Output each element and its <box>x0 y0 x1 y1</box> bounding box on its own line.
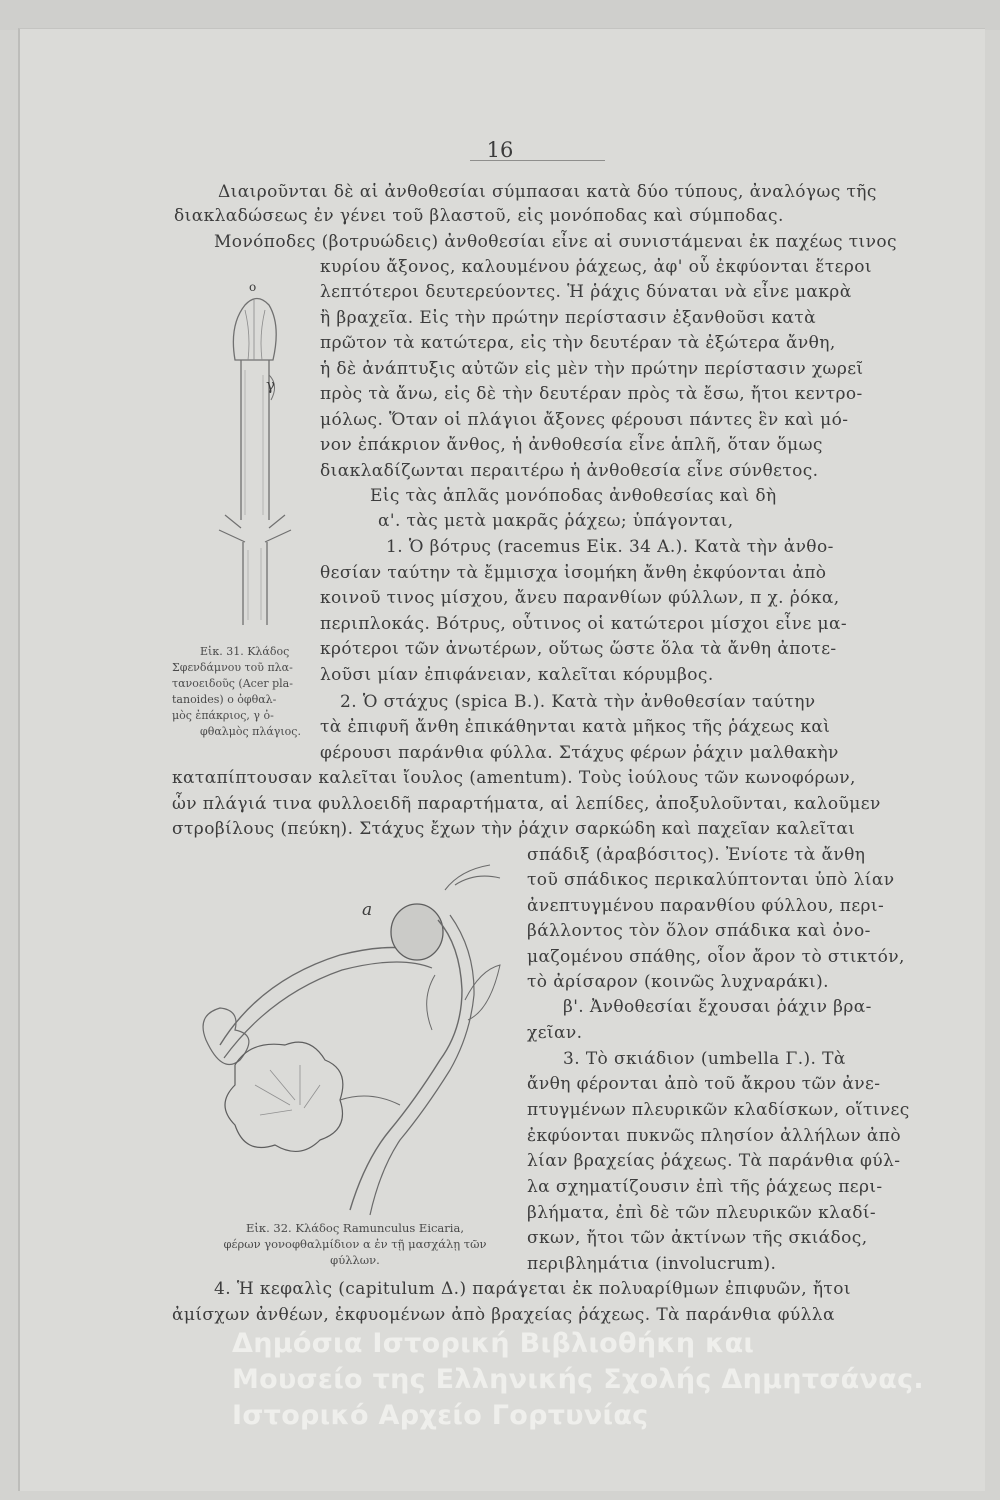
text-line: λεπτότεροι δευτερεύοντες. Ἡ ῥάχις δύναται νὰ εἶνε μακρὰ <box>320 282 852 302</box>
caption-line: Σφενδάμνου τοῦ πλα- <box>172 661 293 674</box>
text-line: σπάδιξ (ἀραβόσιτος). Ἐνίοτε τὰ ἄνθη <box>527 845 866 865</box>
text-line: καταπίπτουσαν καλεῖται ἴουλος (amentum). Τοὺς ἰούλους τῶν κωνοφόρων, <box>172 768 856 788</box>
text-line: μαζομένου σπάθης, οἷον ἄρον τὸ στικτόν, <box>527 947 905 967</box>
text-line: β'. Ἀνθοθεσίαι ἔχουσαι ῥάχιν βρα- <box>563 997 872 1017</box>
watermark-line: Μουσείο της Ελληνικής Σχολής Δημητσάνας. <box>232 1364 924 1395</box>
text-line: βάλλοντος τὸν ὅλον σπάδικα καὶ ὀνο- <box>527 921 871 941</box>
text-line: τὸ ἀρίσαρον (κοινῶς λυχναράκι). <box>527 972 829 992</box>
caption-line: φθαλμὸς πλάγιος. <box>200 725 301 738</box>
text-line: τὰ ἐπιφυῆ ἄνθη ἐπικάθηνται κατὰ μῆκος τῆς ῥάχεως καὶ <box>320 717 831 737</box>
figure-32-ranunculus-branch <box>200 860 520 1230</box>
text-line: μόλως. Ὅταν οἱ πλάγιοι ἄξονες φέρουσι πάντες ἓν καὶ μό- <box>320 410 849 430</box>
text-line: ἄνθη φέρονται ἀπὸ τοῦ ἄκρου τῶν ἀνε- <box>527 1074 881 1094</box>
text-line: τοῦ σπάδικος περικαλύπτονται ὑπὸ λίαν <box>527 870 895 890</box>
text-line: 4. Ἡ κεφαλὶς (capitulum Δ.) παράγεται ἐκ πολυαρίθμων ἐπιφυῶν, ἤτοι <box>214 1279 851 1299</box>
caption-line: μὸς ἐπάκριος, γ ὀ- <box>172 709 274 722</box>
text-line: ἐκφύονται πυκνῶς πλησίον ἀλλήλων ἀπὸ <box>527 1126 902 1146</box>
text-line: σκων, ἤτοι τῶν ἀκτίνων τῆς σκιάδος, <box>527 1228 868 1248</box>
text-line: λα σχηματίζουσιν ἐπὶ τῆς ῥάχεως περι- <box>527 1177 883 1197</box>
text-line: νον ἐπάκριον ἄνθος, ἡ ἀνθοθεσία εἶνε ἁπλῆ, ὅταν ὅμως <box>320 435 823 455</box>
header-rule <box>470 160 605 161</box>
text-line: ἀμίσχων ἀνθέων, ἐκφυομένων ἀπὸ βραχείας ῥάχεως. Τὰ παράνθια φύλλα <box>172 1305 835 1325</box>
figure-31-caption <box>172 644 322 740</box>
text-line: στροβίλους (πεύκη). Στάχυς ἔχων τὴν ῥάχιν σαρκώδη καὶ παχεῖαν καλεῖται <box>172 819 856 839</box>
figure-32-label-a: a <box>362 900 373 920</box>
text-line: κρότεροι τῶν ἀνωτέρων, οὕτως ὥστε ὅλα τὰ ἄνθη ἀποτε- <box>320 639 837 659</box>
text-line: Μονόποδες (βοτρυώδεις) ἀνθοθεσίαι εἶνε αἱ συνιστάμεναι ἐκ παχέως τινος <box>214 232 897 252</box>
watermark-line: Ιστορικό Αρχείο Γορτυνίας <box>232 1400 649 1431</box>
caption-line: φέρων γονοφθαλμίδιον α ἐν τῇ μασχάλῃ τῶν <box>223 1237 487 1251</box>
text-line: 1. Ὁ βότρυς (racemus Εἰκ. 34 Α.). Κατὰ τὴν ἀνθο- <box>386 537 834 557</box>
figure-32-caption <box>185 1220 525 1268</box>
text-line: χεῖαν. <box>527 1023 583 1043</box>
text-line: λοῦσι μίαν ἐπιφάνειαν, καλεῖται κόρυμβος. <box>320 665 714 685</box>
text-line: βλήματα, ἐπὶ δὲ τῶν πλευρικῶν κλαδί- <box>527 1203 877 1223</box>
text-line: πτυγμένων πλευρικῶν κλαδίσκων, οἵτινες <box>527 1100 910 1120</box>
text-line: κυρίου ἄξονος, καλουμένου ῥάχεως, ἀφ' οὗ ἐκφύονται ἕτεροι <box>320 257 872 277</box>
text-line: 2. Ὁ στάχυς (spica Β.). Κατὰ τὴν ἀνθοθεσίαν ταύτην <box>340 692 816 712</box>
caption-line: τανοειδοῦς (Acer pla- <box>172 677 293 690</box>
watermark-line: Δημόσια Ιστορική Βιβλιοθήκη και <box>232 1328 755 1359</box>
text-line: διακλαδώσεως ἐν γένει τοῦ βλαστοῦ, εἰς μονόποδας καὶ σύμποδας. <box>174 206 784 226</box>
text-line: πρῶτον τὰ κατώτερα, εἰς τὴν δευτέραν τὰ ἐξώτερα ἄνθη, <box>320 333 836 353</box>
text-line: κοινοῦ τινος μίσχου, ἄνευ παρανθίων φύλλων, π χ. ῥόκα, <box>320 588 840 608</box>
text-line: πρὸς τὰ ἄνω, εἰς δὲ τὴν δευτέραν πρὸς τὰ ἔσω, ἤτοι κεντρο- <box>320 384 863 404</box>
top-paper-edge <box>0 0 1000 30</box>
text-line: διακλαδίζωνται περαιτέρω ἡ ἀνθοθεσία εἶνε σύνθετος. <box>320 461 819 481</box>
text-line: θεσίαν ταύτην τὰ ἔμμισχα ἰσομήκη ἄνθη ἐκφύονται ἀπὸ <box>320 563 827 583</box>
text-line: φέρουσι παράνθια φύλλα. Στάχυς φέρων ῥάχιν μαλθακὴν <box>320 743 839 763</box>
figure-31-maple-twig <box>215 280 305 640</box>
text-line: 3. Τὸ σκιάδιον (umbella Γ.). Τὰ <box>563 1049 846 1069</box>
text-line: ἀνεπτυγμένου παρανθίου φύλλου, περι- <box>527 896 885 916</box>
text-line: Διαιροῦνται δὲ αἱ ἀνθοθεσίαι σύμπασαι κατὰ δύο τύπους, ἀναλόγως τῆς <box>218 182 877 202</box>
text-line: ἢ βραχεῖα. Εἰς τὴν πρώτην περίστασιν ἐξανθοῦσι κατὰ <box>320 308 816 328</box>
caption-line: φύλλων. <box>330 1253 380 1267</box>
caption-line: tanoides) ο ὀφθαλ- <box>172 693 277 706</box>
caption-line: Εἰκ. 31. Κλάδος <box>200 645 290 658</box>
caption-line: Εἰκ. 32. Κλάδος Ramunculus Eicaria, <box>246 1221 464 1235</box>
text-line: περιβλημάτια (involucrum). <box>527 1254 777 1274</box>
text-line: ὧν πλάγιά τινα φυλλοειδῆ παραρτήματα, αἱ λεπίδες, ἀποξυλοῦνται, καλοῦμεν <box>172 794 881 814</box>
text-line: ἡ δὲ ἀνάπτυξις αὐτῶν εἰς μὲν τὴν πρώτην περίστασιν χωρεῖ <box>320 359 864 379</box>
figure-31-label-o: o <box>249 280 257 294</box>
page-number: 16 <box>486 138 514 162</box>
text-line: Εἰς τὰς ἁπλᾶς μονόποδας ἀνθοθεσίας καὶ δὴ <box>370 486 777 506</box>
figure-31-label-gamma: γ <box>266 376 276 394</box>
text-line: λίαν βραχείας ῥάχεως. Τὰ παράνθια φύλ- <box>527 1151 901 1171</box>
text-line: περιπλοκάς. Βότρυς, οὗτινος οἱ κατώτεροι μίσχοι εἶνε μα- <box>320 614 847 634</box>
text-line: α'. τὰς μετὰ μακρᾶς ῥάχεω; ὑπάγονται, <box>378 511 734 531</box>
